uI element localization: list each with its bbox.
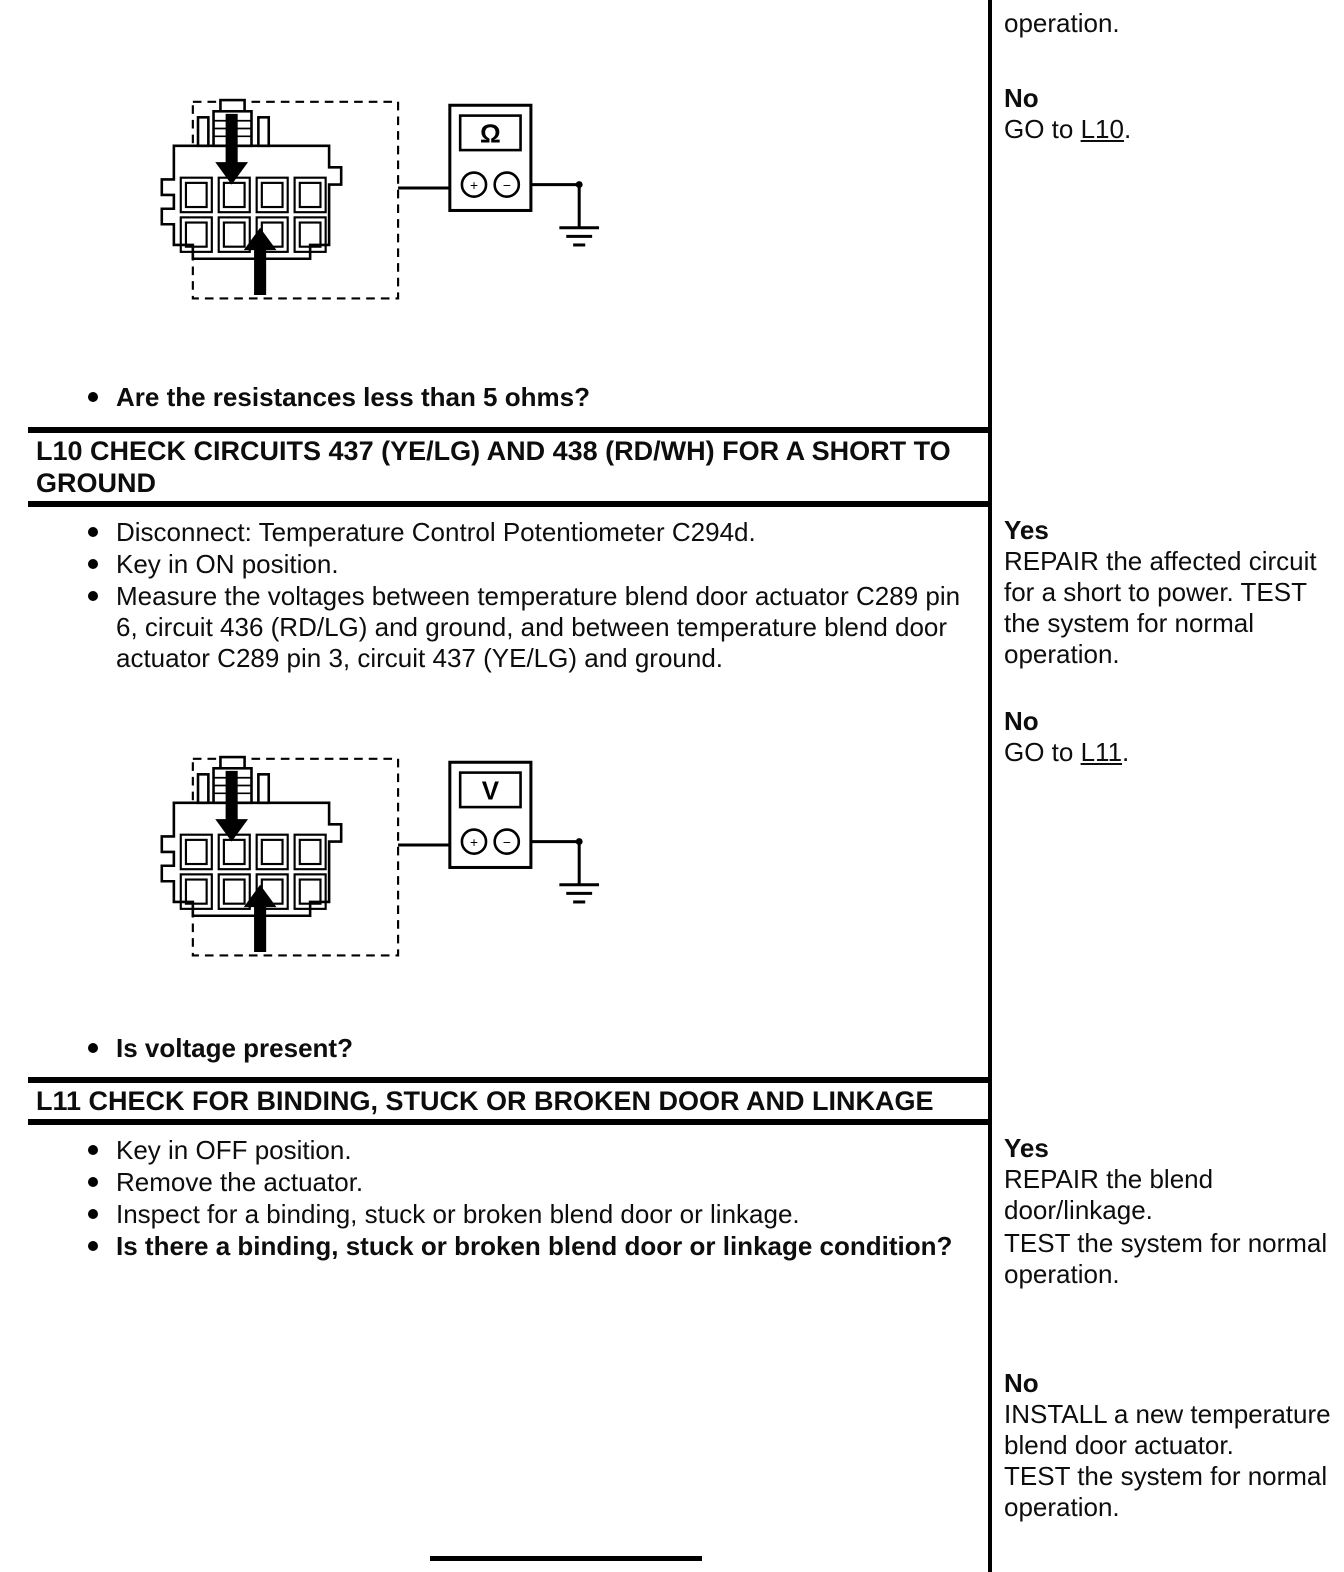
connector-drawing — [162, 757, 341, 916]
voltage-test-diagram-wrap — [148, 755, 618, 974]
bullet-icon — [88, 591, 98, 601]
l11-section-header: L11 CHECK FOR BINDING, STUCK OR BROKEN DOOR AND LINKAGE — [28, 1077, 988, 1125]
l10-section-header: L10 CHECK CIRCUITS 437 (YE/LG) AND 438 (RD/WH) FOR A SHORT TO GROUND — [28, 427, 988, 507]
ohmmeter — [450, 105, 531, 210]
l11-header-row — [0, 1077, 1344, 1125]
next-section-border-stub — [430, 1556, 702, 1561]
bullet-icon — [88, 1177, 98, 1187]
go-prefix: GO to — [1004, 114, 1081, 144]
go-to-l10-line — [1004, 114, 1334, 145]
l10-left-cell — [0, 507, 988, 1077]
question-voltage — [30, 1033, 980, 1064]
l11-body-row — [0, 1125, 1344, 1572]
go-to-l11-line — [1004, 737, 1334, 768]
resistance-test-diagram-wrap — [148, 98, 618, 317]
resistance-test-diagram — [148, 98, 618, 310]
question-text: Is there a binding, stuck or broken blend door or linkage condition? — [116, 1231, 953, 1261]
carryover-right-cell — [992, 0, 1344, 427]
bullet-icon — [88, 1209, 98, 1219]
yes-label: Yes — [1004, 1133, 1049, 1163]
carryover-row — [0, 0, 1344, 427]
minus-probe-icon: − — [502, 177, 511, 193]
no-action-install: INSTALL a new temperature blend door actuator. — [1004, 1399, 1331, 1460]
link-l11[interactable]: L11 — [1080, 737, 1123, 767]
no-action-test: TEST the system for normal operation. — [1004, 1461, 1328, 1522]
bullet-icon — [88, 1241, 98, 1251]
connector-drawing — [162, 100, 341, 259]
no-label: No — [1004, 83, 1039, 113]
l10-step-disconnect — [30, 517, 980, 548]
question-text: Is voltage present? — [116, 1033, 353, 1063]
step-text: Key in OFF position. — [116, 1135, 352, 1165]
question-binding — [30, 1231, 980, 1262]
step-text: Disconnect: Temperature Control Potentiometer C294d. — [116, 517, 756, 547]
ground-icon — [531, 181, 599, 245]
bullet-icon — [88, 1145, 98, 1155]
carryover-tail-text: operation. — [1004, 8, 1120, 38]
l11-step-key-off — [30, 1135, 980, 1166]
bullet-icon — [88, 527, 98, 537]
yes-action-repair: REPAIR the blend door/linkage. — [1004, 1164, 1214, 1225]
step-text: Remove the actuator. — [116, 1167, 364, 1197]
l10-result-cell — [992, 507, 1344, 1077]
bullet-icon — [88, 1043, 98, 1053]
go-suffix: . — [1122, 737, 1130, 767]
go-suffix: . — [1123, 114, 1132, 144]
voltage-test-diagram — [148, 755, 618, 967]
meter-symbol: Ω — [479, 120, 501, 149]
plus-probe-icon: + — [469, 177, 479, 193]
carryover-left-cell — [0, 0, 988, 427]
step-text: Key in ON position. — [116, 549, 339, 579]
yes-label: Yes — [1004, 515, 1049, 545]
no-label: No — [1004, 706, 1039, 736]
bullet-icon — [88, 559, 98, 569]
l10-header-row — [0, 427, 1344, 507]
minus-probe-icon: − — [502, 834, 511, 850]
no-label: No — [1004, 1368, 1039, 1398]
l10-step-measure — [30, 581, 980, 674]
question-resistances — [30, 382, 980, 413]
question-text: Are the resistances less than 5 ohms? — [116, 382, 590, 412]
l11-left-cell — [0, 1125, 988, 1572]
l11-result-cell — [992, 1125, 1344, 1572]
ground-icon — [531, 838, 599, 902]
plus-probe-icon: + — [469, 834, 479, 850]
voltmeter — [450, 762, 531, 867]
link-l10[interactable]: L10 — [1080, 114, 1124, 144]
step-text: Inspect for a binding, stuck or broken blend door or linkage. — [116, 1199, 800, 1229]
yes-action-test: TEST the system for normal operation. — [1004, 1228, 1328, 1289]
bullet-icon — [88, 392, 98, 402]
l11-step-inspect — [30, 1199, 980, 1230]
l11-step-remove-actuator — [30, 1167, 980, 1198]
l10-step-key-on — [30, 549, 980, 580]
go-prefix: GO to — [1004, 737, 1081, 767]
yes-action-text: REPAIR the affected circuit for a short to power. TEST the system for normal operation. — [1004, 546, 1317, 669]
meter-symbol: V — [481, 777, 499, 806]
l10-body-row — [0, 507, 1344, 1077]
step-text: Measure the voltages between temperature blend door actuator C289 pin 6, circuit 436 (RD/LG) and ground, and between temperature blend door actuator C289 pin 3, circuit 437 (YE/LG) and ground. — [116, 581, 961, 673]
